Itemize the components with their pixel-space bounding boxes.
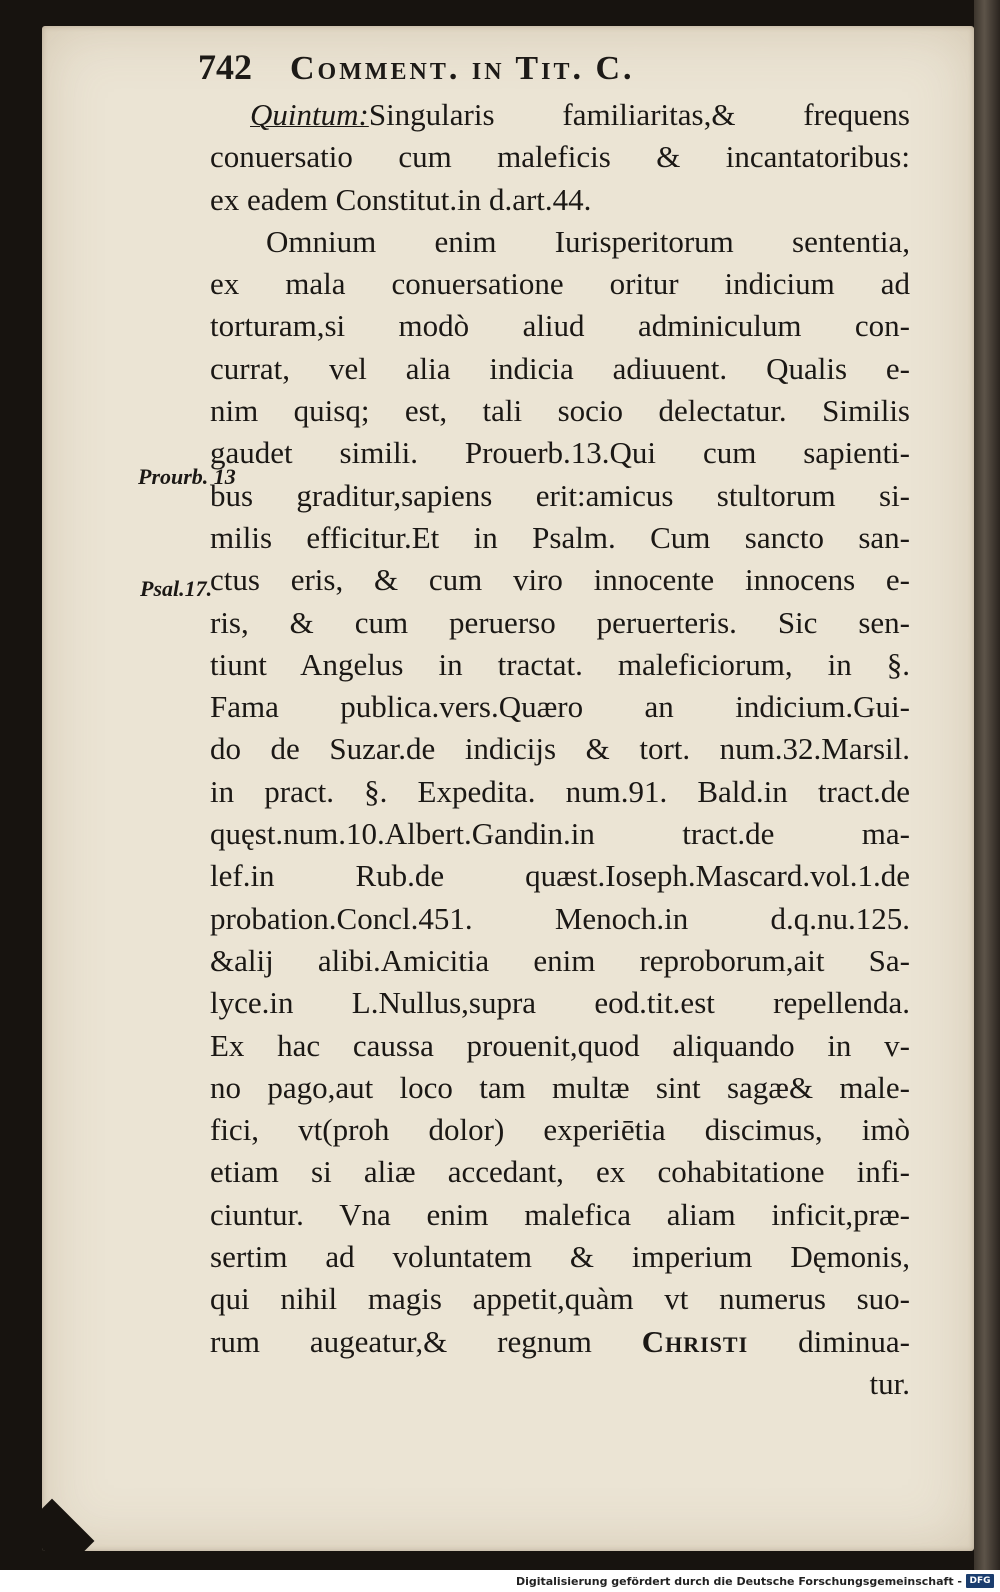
- margin-note-proverbs: Prourb. 13: [138, 464, 236, 489]
- text-line: ex mala conuersatione oritur indicium ad: [210, 266, 910, 302]
- page-number: 742: [198, 47, 252, 87]
- text-line: Fama publica.vers.Quæro an indicium.Gui-: [210, 689, 910, 725]
- book-spine: [974, 0, 1000, 1570]
- text-line: milis efficitur.Et in Psalm. Cum sancto san-: [210, 519, 910, 555]
- text-line: probation.Concl.451. Menoch.in d.q.nu.125.: [210, 900, 910, 936]
- text-line: ex eadem Constitut.in d.art.44.: [210, 181, 592, 217]
- text-line: lef.in Rub.de quæst.Ioseph.Mascard.vol.1.de: [210, 858, 910, 894]
- text-line: Ex hac caussa prouenit,quod aliquando in v-: [210, 1027, 910, 1063]
- text-line: nim quisq; est, tali socio delectatur. Similis: [210, 393, 910, 429]
- text-line: do de Suzar.de indicijs & tort. num.32.Marsil.: [210, 731, 910, 767]
- text-line: lyce.in L.Nullus,supra eod.tit.est repellenda.: [210, 985, 910, 1021]
- text-line: tiunt Angelus in tractat. maleficiorum, in §.: [210, 646, 910, 682]
- text-line: Quintum:Singularis familiaritas,& frequens: [250, 97, 910, 132]
- funding-credit: Digitalisierung gefördert durch die Deutsche Forschungsgemeinschaft -: [515, 1574, 962, 1588]
- text-line: sertim ad voluntatem & imperium Dęmonis,: [210, 1239, 910, 1275]
- text-line: ris, & cum peruerso peruerteris. Sic sen-: [210, 604, 910, 640]
- christi-smallcaps: Christi: [641, 1323, 749, 1359]
- lead-word: Quintum:: [250, 97, 369, 132]
- footer-bar: [0, 1570, 1000, 1592]
- text-line: ctus eris, & cum viro innocente innocens e-: [210, 562, 910, 598]
- text-line: gaudet simili. Prouerb.13.Qui cum sapienti-: [210, 435, 910, 471]
- text-line: etiam si aliæ accedant, ex cohabitatione infi-: [210, 1154, 910, 1190]
- text-line: qui nihil magis appetit,quàm vt numerus suo-: [210, 1281, 910, 1317]
- text-line: ciuntur. Vna enim malefica aliam inficit,præ-: [210, 1196, 910, 1232]
- text-line: bus graditur,sapiens erit:amicus stultorum si-: [210, 477, 910, 513]
- text-line: tur.: [869, 1365, 910, 1401]
- body-text: [210, 94, 910, 1405]
- text-line: rum augeatur,& regnum Christi diminua-: [210, 1323, 910, 1359]
- text-line: fici, vt(proh dolor) experiētia discimus, imò: [210, 1112, 910, 1148]
- text-line: Omnium enim Iurisperitorum sententia,: [266, 223, 910, 259]
- text-line: currat, vel alia indicia adiuuent. Qualis e-: [210, 350, 910, 386]
- text-line: conuersatio cum maleficis & incantatoribus:: [210, 139, 910, 175]
- dfg-logo-icon: DFG: [966, 1574, 994, 1588]
- text-line: in pract. §. Expedita. num.91. Bald.in tract.de: [210, 773, 910, 809]
- text-line: &alij alibi.Amicitia enim reproborum,ait Sa-: [210, 942, 910, 978]
- text-line: quęst.num.10.Albert.Gandin.in tract.de ma-: [210, 816, 910, 852]
- margin-note-psalm: Psal.17.: [140, 576, 213, 601]
- running-head: [198, 46, 753, 88]
- text-line: no pago,aut loco tam multæ sint sagæ& male-: [210, 1069, 910, 1105]
- running-head-title: Comment. in Tit. C.: [290, 50, 635, 87]
- text-line: torturam,si modò aliud adminiculum con-: [210, 308, 910, 344]
